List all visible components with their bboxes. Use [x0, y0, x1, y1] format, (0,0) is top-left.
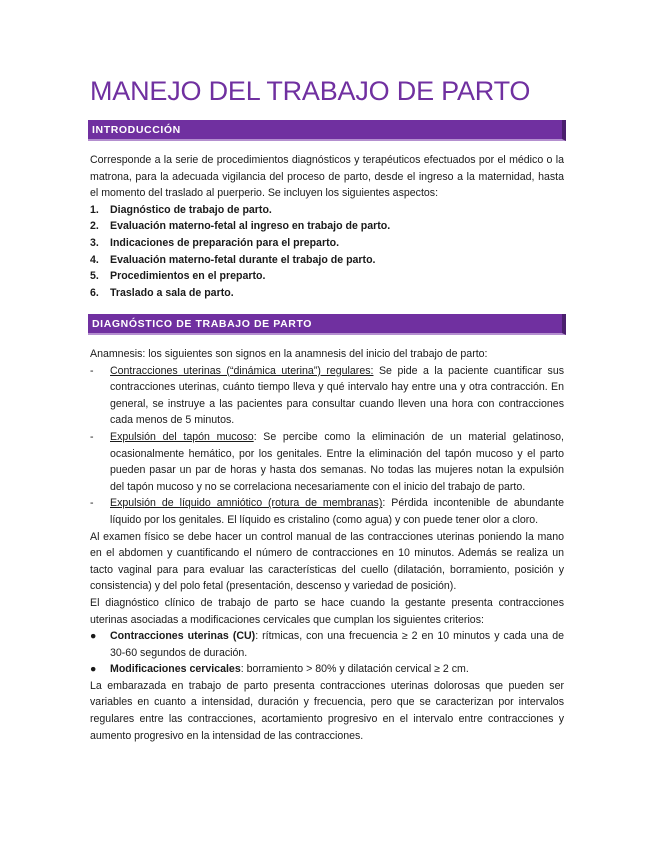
section-heading-diagnosis: DIAGNÓSTICO DE TRABAJO DE PARTO [92, 318, 313, 330]
closing-paragraph: La embarazada en trabajo de parto presenta contracciones uterinas dolorosas que pueden ser variables en cuanto a intensidad, duración y frecuencia, pero que se caracterizan por intervalos regulares entre las contracciones, acortamiento progresivo en el intervalo entre contracciones y aumento progresivo en la intensidad de las contracciones. [90, 679, 564, 742]
list-item: ● Modificaciones cervicales: borramiento > 80% y dilatación cervical ≥ 2 cm. [90, 661, 564, 678]
anamnesis-intro: Anamnesis: los siguientes son signos en la anamnesis del inicio del trabajo de parto: [90, 348, 488, 360]
sign-term: Expulsión de líquido amniótico (rotura de membranas) [110, 497, 383, 510]
intro-section-body [90, 152, 564, 301]
criteria-intro: El diagnóstico clínico de trabajo de parto se hace cuando la gestante presenta contracciones uterinas asociadas a modificaciones cervicales que cumplan los siguientes criterios: [90, 596, 564, 626]
exam-paragraph: Al examen físico se debe hacer un control manual de las contracciones uterinas poniendo la mano en el abdomen y cuantificando el número de contracciones en 10 minutos. Además se realiza un tacto vaginal para para evaluar las características del cuello (dilatación, borramiento, posición y consistencia) y del polo fetal (presentación, descenso y variedad de posición). [90, 530, 564, 593]
list-item: 1. Diagnóstico de trabajo de parto. [90, 203, 272, 216]
list-item: - Expulsión del tapón mucoso: Se percibe como la eliminación de un material gelatinoso, ocasionalmente hemático, por los genitales. Entre la eliminación del tapón mucoso y el parto pueden pasar un par de horas y hasta dos semanas. No todas las mujeres notan la expulsión del tapón mucoso y no se correlaciona necesariamente con el inicio del trabajo de parto. [90, 430, 564, 493]
criteria-term: Contracciones uterinas (CU) [110, 630, 256, 643]
list-item: 2. Evaluación materno-fetal al ingreso en trabajo de parto. [90, 220, 391, 233]
list-item: 6. Traslado a sala de parto. [90, 286, 234, 299]
list-item: 3. Indicaciones de preparación para el preparto. [90, 236, 340, 249]
list-item: 4. Evaluación materno-fetal durante el trabajo de parto. [90, 253, 376, 266]
sign-term: Contracciones uterinas (“dinámica uterina”) regulares: [110, 364, 374, 377]
criteria-list [90, 628, 564, 678]
intro-paragraph: Corresponde a la serie de procedimientos diagnósticos y terapéuticos efectuados por el médico o la matrona, para la adecuada vigilancia del proceso de parto, desde el ingreso a la maternidad, hasta el momento del traslado al puerperio. Se incluyen los siguientes aspectos: [90, 154, 564, 200]
section-heading-intro: INTRODUCCIÓN [92, 124, 181, 136]
intro-numbered-list [90, 202, 564, 302]
list-item: ● Contracciones uterinas (CU): rítmicas, con una frecuencia ≥ 2 en 10 minutos y cada una de 30-60 segundos de duración. [90, 630, 564, 659]
section-header-intro [88, 120, 566, 141]
list-item: 5. Procedimientos en el preparto. [90, 270, 266, 283]
section-header-diagnosis [88, 314, 566, 335]
list-item: - Expulsión de líquido amniótico (rotura de membranas): Pérdida incontenible de abundante líquido por los genitales. El líquido es cristalino (como agua) y con puede tener olor a cloro. [90, 497, 564, 526]
bullet-icon: ● [90, 630, 97, 643]
criteria-term: Modificaciones cervicales [110, 663, 241, 676]
diagnosis-section-body [90, 346, 564, 744]
page-title: MANEJO DEL TRABAJO DE PARTO [90, 76, 531, 106]
list-item: - Contracciones uterinas (“dinámica uterina”) regulares: Se pide a la paciente cuantificar sus contracciones uterinas, cuánto tiempo lleva y qué intervalo hay entre una y otra contracción. En general, se instruye a las pacientes para consultar cuando lleven una hora con contracciones cada menos de 5 minutos. [90, 364, 565, 427]
sign-term: Expulsión del tapón mucoso [110, 430, 254, 443]
bullet-icon: ● [90, 663, 97, 676]
anamnesis-signs-list [90, 363, 564, 529]
